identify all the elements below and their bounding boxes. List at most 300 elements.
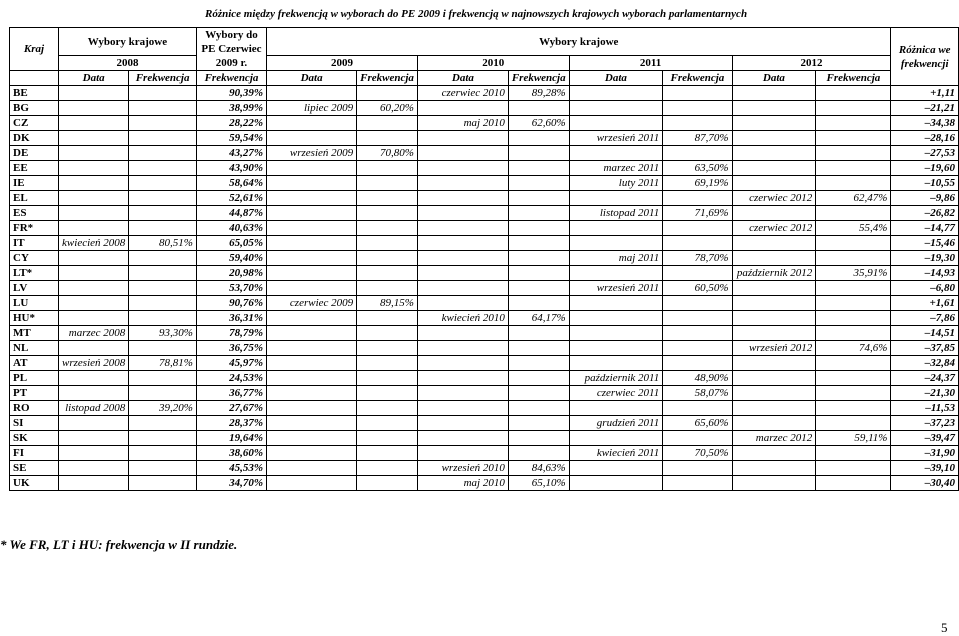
country-code: PL — [10, 371, 59, 386]
date-2012 — [732, 356, 816, 371]
date-2010 — [417, 356, 508, 371]
turnout-2010 — [508, 176, 569, 191]
turnout-difference: –14,93 — [891, 266, 959, 281]
date-2008 — [59, 101, 129, 116]
date-2012 — [732, 236, 816, 251]
table-row — [10, 101, 959, 116]
turnout-2010 — [508, 356, 569, 371]
turnout-2011: 87,70% — [663, 131, 732, 146]
turnout-2009 — [357, 356, 418, 371]
table-row — [10, 296, 959, 311]
table-row — [10, 446, 959, 461]
turnout-2008 — [129, 161, 197, 176]
date-2011: listopad 2011 — [569, 206, 663, 221]
country-code: FI — [10, 446, 59, 461]
turnout-2009 — [357, 86, 418, 101]
turnout-difference: –39,47 — [891, 431, 959, 446]
date-2011 — [569, 356, 663, 371]
turnout-2008 — [129, 131, 197, 146]
turnout-2009: 89,15% — [357, 296, 418, 311]
turnout-pe-2009: 59,40% — [196, 251, 266, 266]
turnout-2011 — [663, 86, 732, 101]
date-2011 — [569, 341, 663, 356]
table-row — [10, 221, 959, 236]
turnout-2012: 74,6% — [816, 341, 891, 356]
turnout-2012 — [816, 131, 891, 146]
header-year-2009: 2009 — [267, 56, 418, 71]
turnout-2008 — [129, 461, 197, 476]
date-2011 — [569, 476, 663, 491]
header-year-2010: 2010 — [417, 56, 569, 71]
subheader-data: Data — [569, 71, 663, 86]
turnout-2011 — [663, 236, 732, 251]
turnout-2008 — [129, 206, 197, 221]
country-code: EL — [10, 191, 59, 206]
country-code: BG — [10, 101, 59, 116]
turnout-2009 — [357, 206, 418, 221]
document-title: Różnice między frekwencją w wyborach do PE 2009 i frekwencją w najnowszych krajowych wyborach parlamentarnych — [205, 8, 748, 20]
subheader-data: Data — [732, 71, 816, 86]
turnout-difference: –37,23 — [891, 416, 959, 431]
turnout-difference: –32,84 — [891, 356, 959, 371]
table-row — [10, 431, 959, 446]
turnout-2009: 60,20% — [357, 101, 418, 116]
date-2011: październik 2011 — [569, 371, 663, 386]
date-2011: wrzesień 2011 — [569, 281, 663, 296]
turnout-2011 — [663, 146, 732, 161]
turnout-pe-2009: 65,05% — [196, 236, 266, 251]
turnout-pe-2009: 59,54% — [196, 131, 266, 146]
country-code: CZ — [10, 116, 59, 131]
date-2012 — [732, 206, 816, 221]
date-2011 — [569, 191, 663, 206]
table-row — [10, 146, 959, 161]
date-2011 — [569, 101, 663, 116]
turnout-2011: 48,90% — [663, 371, 732, 386]
turnout-table — [9, 27, 959, 491]
turnout-2011 — [663, 296, 732, 311]
date-2009 — [267, 371, 357, 386]
turnout-pe-2009: 28,22% — [196, 116, 266, 131]
date-2011 — [569, 296, 663, 311]
turnout-2010 — [508, 206, 569, 221]
turnout-2011 — [663, 356, 732, 371]
date-2011 — [569, 401, 663, 416]
date-2012: marzec 2012 — [732, 431, 816, 446]
table-row — [10, 191, 959, 206]
turnout-pe-2009: 20,98% — [196, 266, 266, 281]
date-2009 — [267, 236, 357, 251]
date-2009 — [267, 416, 357, 431]
turnout-2010: 89,28% — [508, 86, 569, 101]
turnout-2010 — [508, 221, 569, 236]
turnout-2009 — [357, 311, 418, 326]
table-row — [10, 251, 959, 266]
date-2012 — [732, 131, 816, 146]
date-2011 — [569, 221, 663, 236]
turnout-pe-2009: 90,39% — [196, 86, 266, 101]
turnout-difference: –15,46 — [891, 236, 959, 251]
date-2008 — [59, 221, 129, 236]
turnout-2008: 93,30% — [129, 326, 197, 341]
date-2010 — [417, 386, 508, 401]
date-2008: wrzesień 2008 — [59, 356, 129, 371]
turnout-2011 — [663, 341, 732, 356]
date-2010 — [417, 146, 508, 161]
turnout-2009 — [357, 416, 418, 431]
table-row — [10, 311, 959, 326]
turnout-pe-2009: 52,61% — [196, 191, 266, 206]
date-2010 — [417, 221, 508, 236]
date-2012 — [732, 371, 816, 386]
turnout-2009 — [357, 221, 418, 236]
turnout-2009 — [357, 446, 418, 461]
turnout-2010: 84,63% — [508, 461, 569, 476]
date-2012 — [732, 401, 816, 416]
date-2011: luty 2011 — [569, 176, 663, 191]
date-2008 — [59, 386, 129, 401]
date-2010 — [417, 401, 508, 416]
date-2012 — [732, 296, 816, 311]
table-row — [10, 161, 959, 176]
turnout-2010 — [508, 296, 569, 311]
date-2008 — [59, 371, 129, 386]
date-2009 — [267, 116, 357, 131]
date-2010 — [417, 416, 508, 431]
turnout-2010: 64,17% — [508, 311, 569, 326]
country-code: DK — [10, 131, 59, 146]
country-code: SE — [10, 461, 59, 476]
turnout-2010 — [508, 386, 569, 401]
turnout-2009 — [357, 116, 418, 131]
date-2011 — [569, 146, 663, 161]
date-2010: maj 2010 — [417, 476, 508, 491]
date-2009 — [267, 86, 357, 101]
turnout-pe-2009: 38,99% — [196, 101, 266, 116]
date-2010 — [417, 371, 508, 386]
date-2012 — [732, 116, 816, 131]
date-2011: czerwiec 2011 — [569, 386, 663, 401]
date-2008 — [59, 206, 129, 221]
turnout-2012 — [816, 206, 891, 221]
turnout-2012 — [816, 386, 891, 401]
date-2009 — [267, 251, 357, 266]
date-2008 — [59, 116, 129, 131]
table-row — [10, 176, 959, 191]
date-2010: wrzesień 2010 — [417, 461, 508, 476]
turnout-2008 — [129, 431, 197, 446]
turnout-pe-2009: 34,70% — [196, 476, 266, 491]
turnout-pe-2009: 27,67% — [196, 401, 266, 416]
table-row — [10, 461, 959, 476]
date-2011 — [569, 266, 663, 281]
date-2009 — [267, 461, 357, 476]
turnout-2012 — [816, 86, 891, 101]
country-code: LV — [10, 281, 59, 296]
date-2010: maj 2010 — [417, 116, 508, 131]
turnout-pe-2009: 43,27% — [196, 146, 266, 161]
turnout-2010: 62,60% — [508, 116, 569, 131]
turnout-2011: 70,50% — [663, 446, 732, 461]
turnout-2010 — [508, 431, 569, 446]
turnout-2009 — [357, 191, 418, 206]
turnout-2009 — [357, 341, 418, 356]
turnout-2011 — [663, 116, 732, 131]
turnout-2009 — [357, 386, 418, 401]
date-2010 — [417, 431, 508, 446]
date-2009 — [267, 326, 357, 341]
turnout-2009 — [357, 371, 418, 386]
date-2010 — [417, 131, 508, 146]
date-2009 — [267, 311, 357, 326]
turnout-2011 — [663, 401, 732, 416]
date-2009 — [267, 221, 357, 236]
turnout-difference: +1,61 — [891, 296, 959, 311]
turnout-2012 — [816, 236, 891, 251]
date-2012 — [732, 416, 816, 431]
header-roznica: Różnica we frekwencji — [891, 28, 959, 86]
date-2011 — [569, 116, 663, 131]
table-row — [10, 281, 959, 296]
date-2012 — [732, 176, 816, 191]
turnout-2010 — [508, 191, 569, 206]
turnout-2010 — [508, 446, 569, 461]
turnout-2010 — [508, 161, 569, 176]
country-code: NL — [10, 341, 59, 356]
turnout-2008 — [129, 296, 197, 311]
date-2009 — [267, 431, 357, 446]
date-2008 — [59, 296, 129, 311]
turnout-2008 — [129, 146, 197, 161]
turnout-2010 — [508, 101, 569, 116]
turnout-pe-2009: 36,77% — [196, 386, 266, 401]
date-2011: grudzień 2011 — [569, 416, 663, 431]
date-2008 — [59, 176, 129, 191]
turnout-2008 — [129, 311, 197, 326]
turnout-2011 — [663, 326, 732, 341]
turnout-2008 — [129, 221, 197, 236]
turnout-pe-2009: 44,87% — [196, 206, 266, 221]
table-row — [10, 206, 959, 221]
date-2009 — [267, 191, 357, 206]
subheader-frekwencja: Frekwencja — [357, 71, 418, 86]
date-2009 — [267, 161, 357, 176]
turnout-2012 — [816, 176, 891, 191]
header-year-2011: 2011 — [569, 56, 732, 71]
country-code: RO — [10, 401, 59, 416]
country-code: PT — [10, 386, 59, 401]
turnout-2012 — [816, 446, 891, 461]
date-2009 — [267, 176, 357, 191]
turnout-2012 — [816, 161, 891, 176]
turnout-difference: –19,60 — [891, 161, 959, 176]
turnout-2009 — [357, 251, 418, 266]
turnout-2012 — [816, 461, 891, 476]
date-2011: marzec 2011 — [569, 161, 663, 176]
turnout-2009 — [357, 401, 418, 416]
date-2008 — [59, 266, 129, 281]
date-2012 — [732, 476, 816, 491]
date-2008 — [59, 416, 129, 431]
turnout-pe-2009: 40,63% — [196, 221, 266, 236]
turnout-2010 — [508, 416, 569, 431]
date-2009: wrzesień 2009 — [267, 146, 357, 161]
turnout-2008 — [129, 101, 197, 116]
date-2010 — [417, 101, 508, 116]
turnout-2011: 58,07% — [663, 386, 732, 401]
date-2009 — [267, 446, 357, 461]
turnout-2010 — [508, 251, 569, 266]
date-2011 — [569, 311, 663, 326]
date-2010: kwiecień 2010 — [417, 311, 508, 326]
date-2009 — [267, 476, 357, 491]
country-code: CY — [10, 251, 59, 266]
country-code: HU* — [10, 311, 59, 326]
date-2010 — [417, 281, 508, 296]
header-year-2008: 2008 — [59, 56, 197, 71]
table-row — [10, 416, 959, 431]
turnout-2009 — [357, 431, 418, 446]
turnout-2012 — [816, 101, 891, 116]
turnout-difference: –24,37 — [891, 371, 959, 386]
date-2008 — [59, 251, 129, 266]
turnout-pe-2009: 36,31% — [196, 311, 266, 326]
table-row — [10, 236, 959, 251]
turnout-2010 — [508, 281, 569, 296]
country-code: SI — [10, 416, 59, 431]
date-2012 — [732, 161, 816, 176]
date-2008 — [59, 281, 129, 296]
turnout-difference: –27,53 — [891, 146, 959, 161]
country-code: UK — [10, 476, 59, 491]
turnout-2008 — [129, 191, 197, 206]
turnout-2008 — [129, 371, 197, 386]
date-2012 — [732, 446, 816, 461]
country-code: EE — [10, 161, 59, 176]
turnout-pe-2009: 58,64% — [196, 176, 266, 191]
turnout-pe-2009: 45,53% — [196, 461, 266, 476]
turnout-2009 — [357, 176, 418, 191]
date-2010 — [417, 341, 508, 356]
table-row — [10, 476, 959, 491]
turnout-2011 — [663, 101, 732, 116]
turnout-2011: 63,50% — [663, 161, 732, 176]
turnout-2011: 65,60% — [663, 416, 732, 431]
turnout-2011 — [663, 461, 732, 476]
date-2008 — [59, 431, 129, 446]
date-2008 — [59, 86, 129, 101]
date-2010 — [417, 236, 508, 251]
turnout-2008: 78,81% — [129, 356, 197, 371]
turnout-2009 — [357, 131, 418, 146]
turnout-2008 — [129, 446, 197, 461]
date-2010 — [417, 446, 508, 461]
date-2010 — [417, 326, 508, 341]
turnout-difference: –14,51 — [891, 326, 959, 341]
turnout-2011 — [663, 431, 732, 446]
date-2012 — [732, 101, 816, 116]
turnout-2012 — [816, 371, 891, 386]
date-2008 — [59, 311, 129, 326]
date-2009 — [267, 206, 357, 221]
turnout-2012 — [816, 356, 891, 371]
turnout-2010 — [508, 326, 569, 341]
turnout-2012 — [816, 281, 891, 296]
turnout-pe-2009: 90,76% — [196, 296, 266, 311]
turnout-2010: 65,10% — [508, 476, 569, 491]
turnout-pe-2009: 28,37% — [196, 416, 266, 431]
turnout-difference: –9,86 — [891, 191, 959, 206]
turnout-pe-2009: 53,70% — [196, 281, 266, 296]
date-2012 — [732, 281, 816, 296]
turnout-difference: –14,77 — [891, 221, 959, 236]
date-2009 — [267, 266, 357, 281]
turnout-2011 — [663, 476, 732, 491]
turnout-2010 — [508, 401, 569, 416]
turnout-2012 — [816, 326, 891, 341]
turnout-2009 — [357, 476, 418, 491]
turnout-2011 — [663, 191, 732, 206]
date-2011: wrzesień 2011 — [569, 131, 663, 146]
turnout-2008 — [129, 386, 197, 401]
turnout-2012: 59,11% — [816, 431, 891, 446]
turnout-2012 — [816, 311, 891, 326]
date-2008 — [59, 461, 129, 476]
date-2009 — [267, 386, 357, 401]
header-pe-2009: Wybory do PE Czerwiec 2009 r. — [196, 28, 266, 71]
turnout-2009 — [357, 326, 418, 341]
header-year-2012: 2012 — [732, 56, 891, 71]
date-2008 — [59, 161, 129, 176]
turnout-2008 — [129, 416, 197, 431]
turnout-2009 — [357, 281, 418, 296]
footnote: * We FR, LT i HU: frekwencja w II rundzie. — [0, 537, 238, 552]
date-2009 — [267, 356, 357, 371]
date-2009 — [267, 281, 357, 296]
turnout-difference: –26,82 — [891, 206, 959, 221]
date-2009: lipiec 2009 — [267, 101, 357, 116]
turnout-difference: –11,53 — [891, 401, 959, 416]
country-code: LT* — [10, 266, 59, 281]
turnout-difference: –39,10 — [891, 461, 959, 476]
header-kraj: Kraj — [10, 28, 59, 71]
date-2008 — [59, 191, 129, 206]
country-code: DE — [10, 146, 59, 161]
turnout-2008: 80,51% — [129, 236, 197, 251]
turnout-2008 — [129, 281, 197, 296]
date-2012 — [732, 251, 816, 266]
turnout-2011: 69,19% — [663, 176, 732, 191]
date-2009 — [267, 341, 357, 356]
turnout-difference: –6,80 — [891, 281, 959, 296]
date-2012 — [732, 146, 816, 161]
country-code: ES — [10, 206, 59, 221]
turnout-2010 — [508, 266, 569, 281]
country-code: IE — [10, 176, 59, 191]
turnout-pe-2009: 38,60% — [196, 446, 266, 461]
turnout-pe-2009: 78,79% — [196, 326, 266, 341]
date-2011 — [569, 236, 663, 251]
date-2010 — [417, 191, 508, 206]
turnout-2008: 39,20% — [129, 401, 197, 416]
turnout-pe-2009: 45,97% — [196, 356, 266, 371]
turnout-2012: 62,47% — [816, 191, 891, 206]
date-2009: czerwiec 2009 — [267, 296, 357, 311]
country-code: BE — [10, 86, 59, 101]
date-2012 — [732, 386, 816, 401]
turnout-2010 — [508, 146, 569, 161]
turnout-2011 — [663, 311, 732, 326]
